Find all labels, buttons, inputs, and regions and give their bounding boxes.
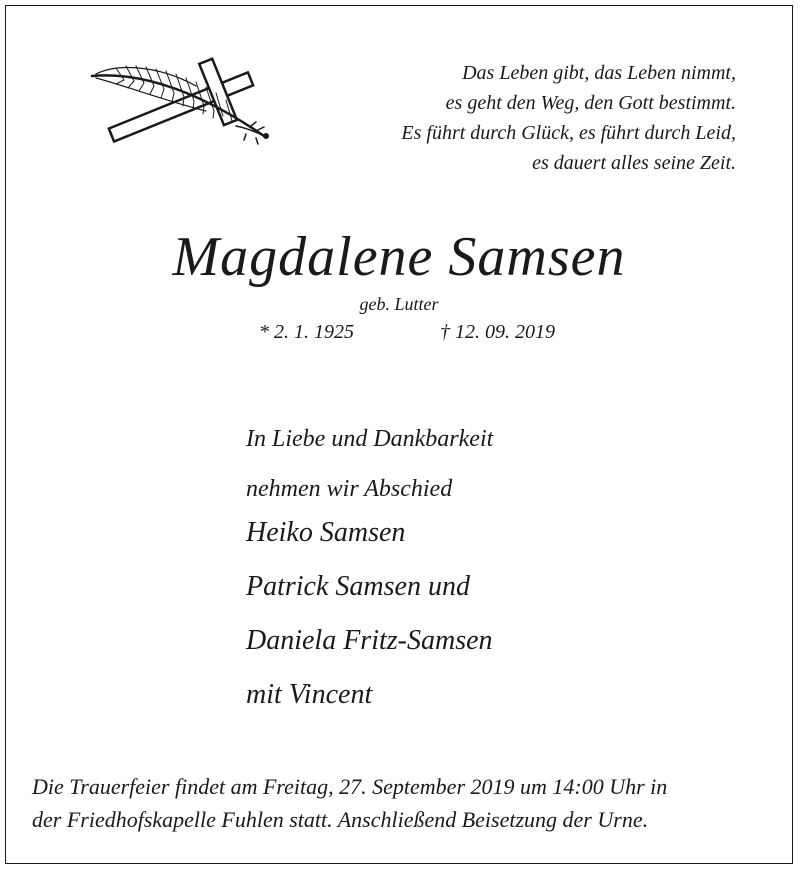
- deceased-name: Magdalene Samsen: [172, 226, 626, 288]
- farewell-line: nehmen wir Abschied: [246, 476, 453, 502]
- death-date: † 12. 09. 2019: [440, 321, 555, 343]
- service-line: Die Trauerfeier findet am Freitag, 27. September 2019 um 14:00 Uhr in: [32, 774, 668, 799]
- mourners-list: [246, 506, 493, 722]
- birth-date: * 2. 1. 1925: [259, 321, 354, 343]
- poem-line: Es führt durch Glück, es führt durch Leid,: [401, 122, 736, 144]
- cross-with-palm-frond-icon: [86, 56, 286, 151]
- poem-line: Das Leben gibt, das Leben nimmt,: [462, 62, 736, 84]
- service-line: der Friedhofskapelle Fuhlen statt. Anschließend Beisetzung der Urne.: [32, 807, 649, 832]
- farewell-line: In Liebe und Dankbarkeit: [246, 426, 494, 452]
- poem: [316, 58, 736, 178]
- poem-line: es dauert alles seine Zeit.: [532, 152, 736, 174]
- farewell-text: [246, 414, 493, 514]
- birth-name: geb. Lutter: [359, 294, 439, 314]
- funeral-service-info: [32, 770, 772, 836]
- mourner: Patrick Samsen und: [246, 571, 470, 602]
- mourner: Heiko Samsen: [246, 517, 406, 548]
- obituary-notice: [5, 5, 793, 864]
- mourner: Daniela Fritz-Samsen: [246, 625, 493, 656]
- mourner: mit Vincent: [246, 679, 373, 710]
- poem-line: es geht den Weg, den Gott bestimmt.: [445, 92, 736, 114]
